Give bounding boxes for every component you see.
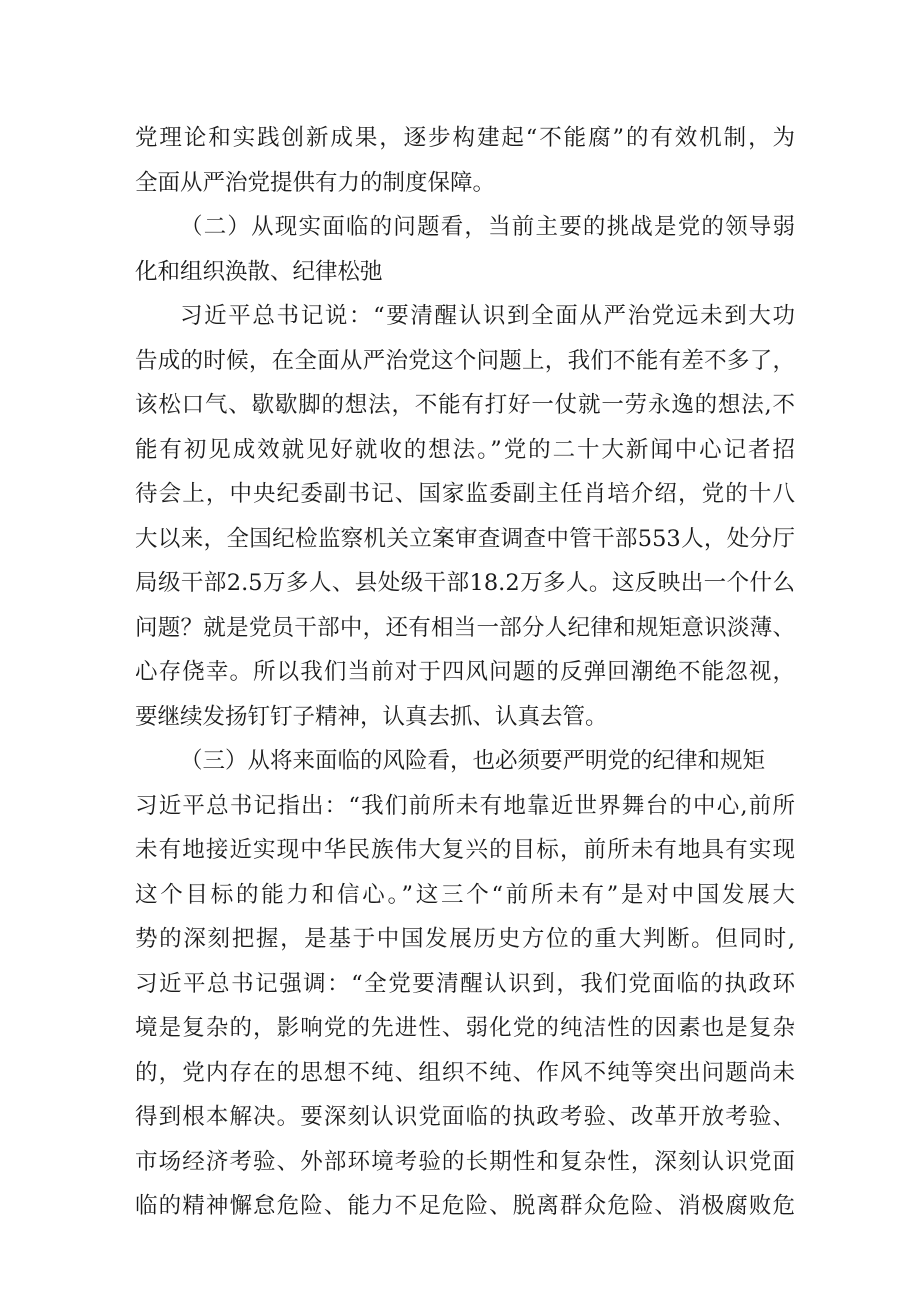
text-line: 问题？就是党员干部中，还有相当一部分人纪律和规矩意识淡薄、 <box>135 614 795 641</box>
text-line: 未有地接近实现中华民族伟大复兴的目标，前所未有地具有实现 <box>135 837 795 863</box>
text-line: 势的深刻把握，是基于中国发展历史方位的重大判断。但同时, <box>135 926 795 952</box>
text-line: 临的精神懈怠危险、能力不足危险、脱离群众危险、消极腐败危 <box>135 1193 795 1219</box>
text-line: 全面从严治党提供有力的制度保障。 <box>135 169 496 196</box>
text-line: 得到根本解决。要深刻认识党面临的执政考验、改革开放考验、 <box>135 1104 795 1130</box>
text-line: 能有初见成效就见好就收的想法。”党的二十大新闻中心记者招 <box>135 436 795 463</box>
heading-line: （二）从现实面临的问题看，当前主要的挑战是党的领导弱 <box>180 214 795 240</box>
text-line: 习近平总书记指出：“我们前所未有地靠近世界舞台的中心,前所 <box>135 792 795 819</box>
heading-line: 化和组织涣散、纪律松弛 <box>135 258 383 285</box>
section-heading-3 <box>135 739 795 784</box>
text-line: 党理论和实践创新成果，逐步构建起“不能腐”的有效机制，为 <box>135 125 795 151</box>
paragraph-quote-1 <box>135 294 795 739</box>
heading-line: （三）从将来面临的风险看，也必须要严明党的纪律和规矩 <box>180 748 766 774</box>
section-heading-2 <box>135 205 795 294</box>
paragraph-quote-2 <box>135 784 795 1229</box>
text-line: 该松口气、歇歇脚的想法，不能有打好一仗就一劳永逸的想法,不 <box>135 392 795 418</box>
text-line: 习近平总书记强调：“全党要清醒认识到，我们党面临的执政环 <box>135 970 795 997</box>
text-line: 局级干部2.5万多人、县处级干部18.2万多人。这反映出一个什么 <box>135 570 795 596</box>
text-line: 待会上，中央纪委副书记、国家监委副主任肖培介绍，党的十八 <box>135 481 795 507</box>
text-line: 市场经济考验、外部环境考验的长期性和复杂性，深刻认识党面 <box>135 1148 795 1175</box>
text-line: 习近平总书记说：“要清醒认识到全面从严治党远未到大功 <box>180 303 795 329</box>
document-body <box>135 116 795 1229</box>
text-line: 要继续发扬钉钉子精神，认真去抓、认真去管。 <box>135 703 608 730</box>
text-line: 的，党内存在的思想不纯、组织不纯、作风不纯等突出问题尚未 <box>135 1059 795 1086</box>
text-line: 大以来，全国纪检监察机关立案审查调查中管干部553人，处分厅 <box>135 525 795 552</box>
text-line: 这个目标的能力和信心。”这三个“前所未有”是对中国发展大 <box>135 881 795 908</box>
text-line: 境是复杂的，影响党的先进性、弱化党的纯洁性的因素也是复杂 <box>135 1015 795 1041</box>
text-line: 告成的时候，在全面从严治党这个问题上，我们不能有差不多了， <box>135 347 795 374</box>
text-line: 心存侥幸。所以我们当前对于四风问题的反弹回潮绝不能忽视， <box>135 659 795 685</box>
paragraph-continuation <box>135 116 795 205</box>
